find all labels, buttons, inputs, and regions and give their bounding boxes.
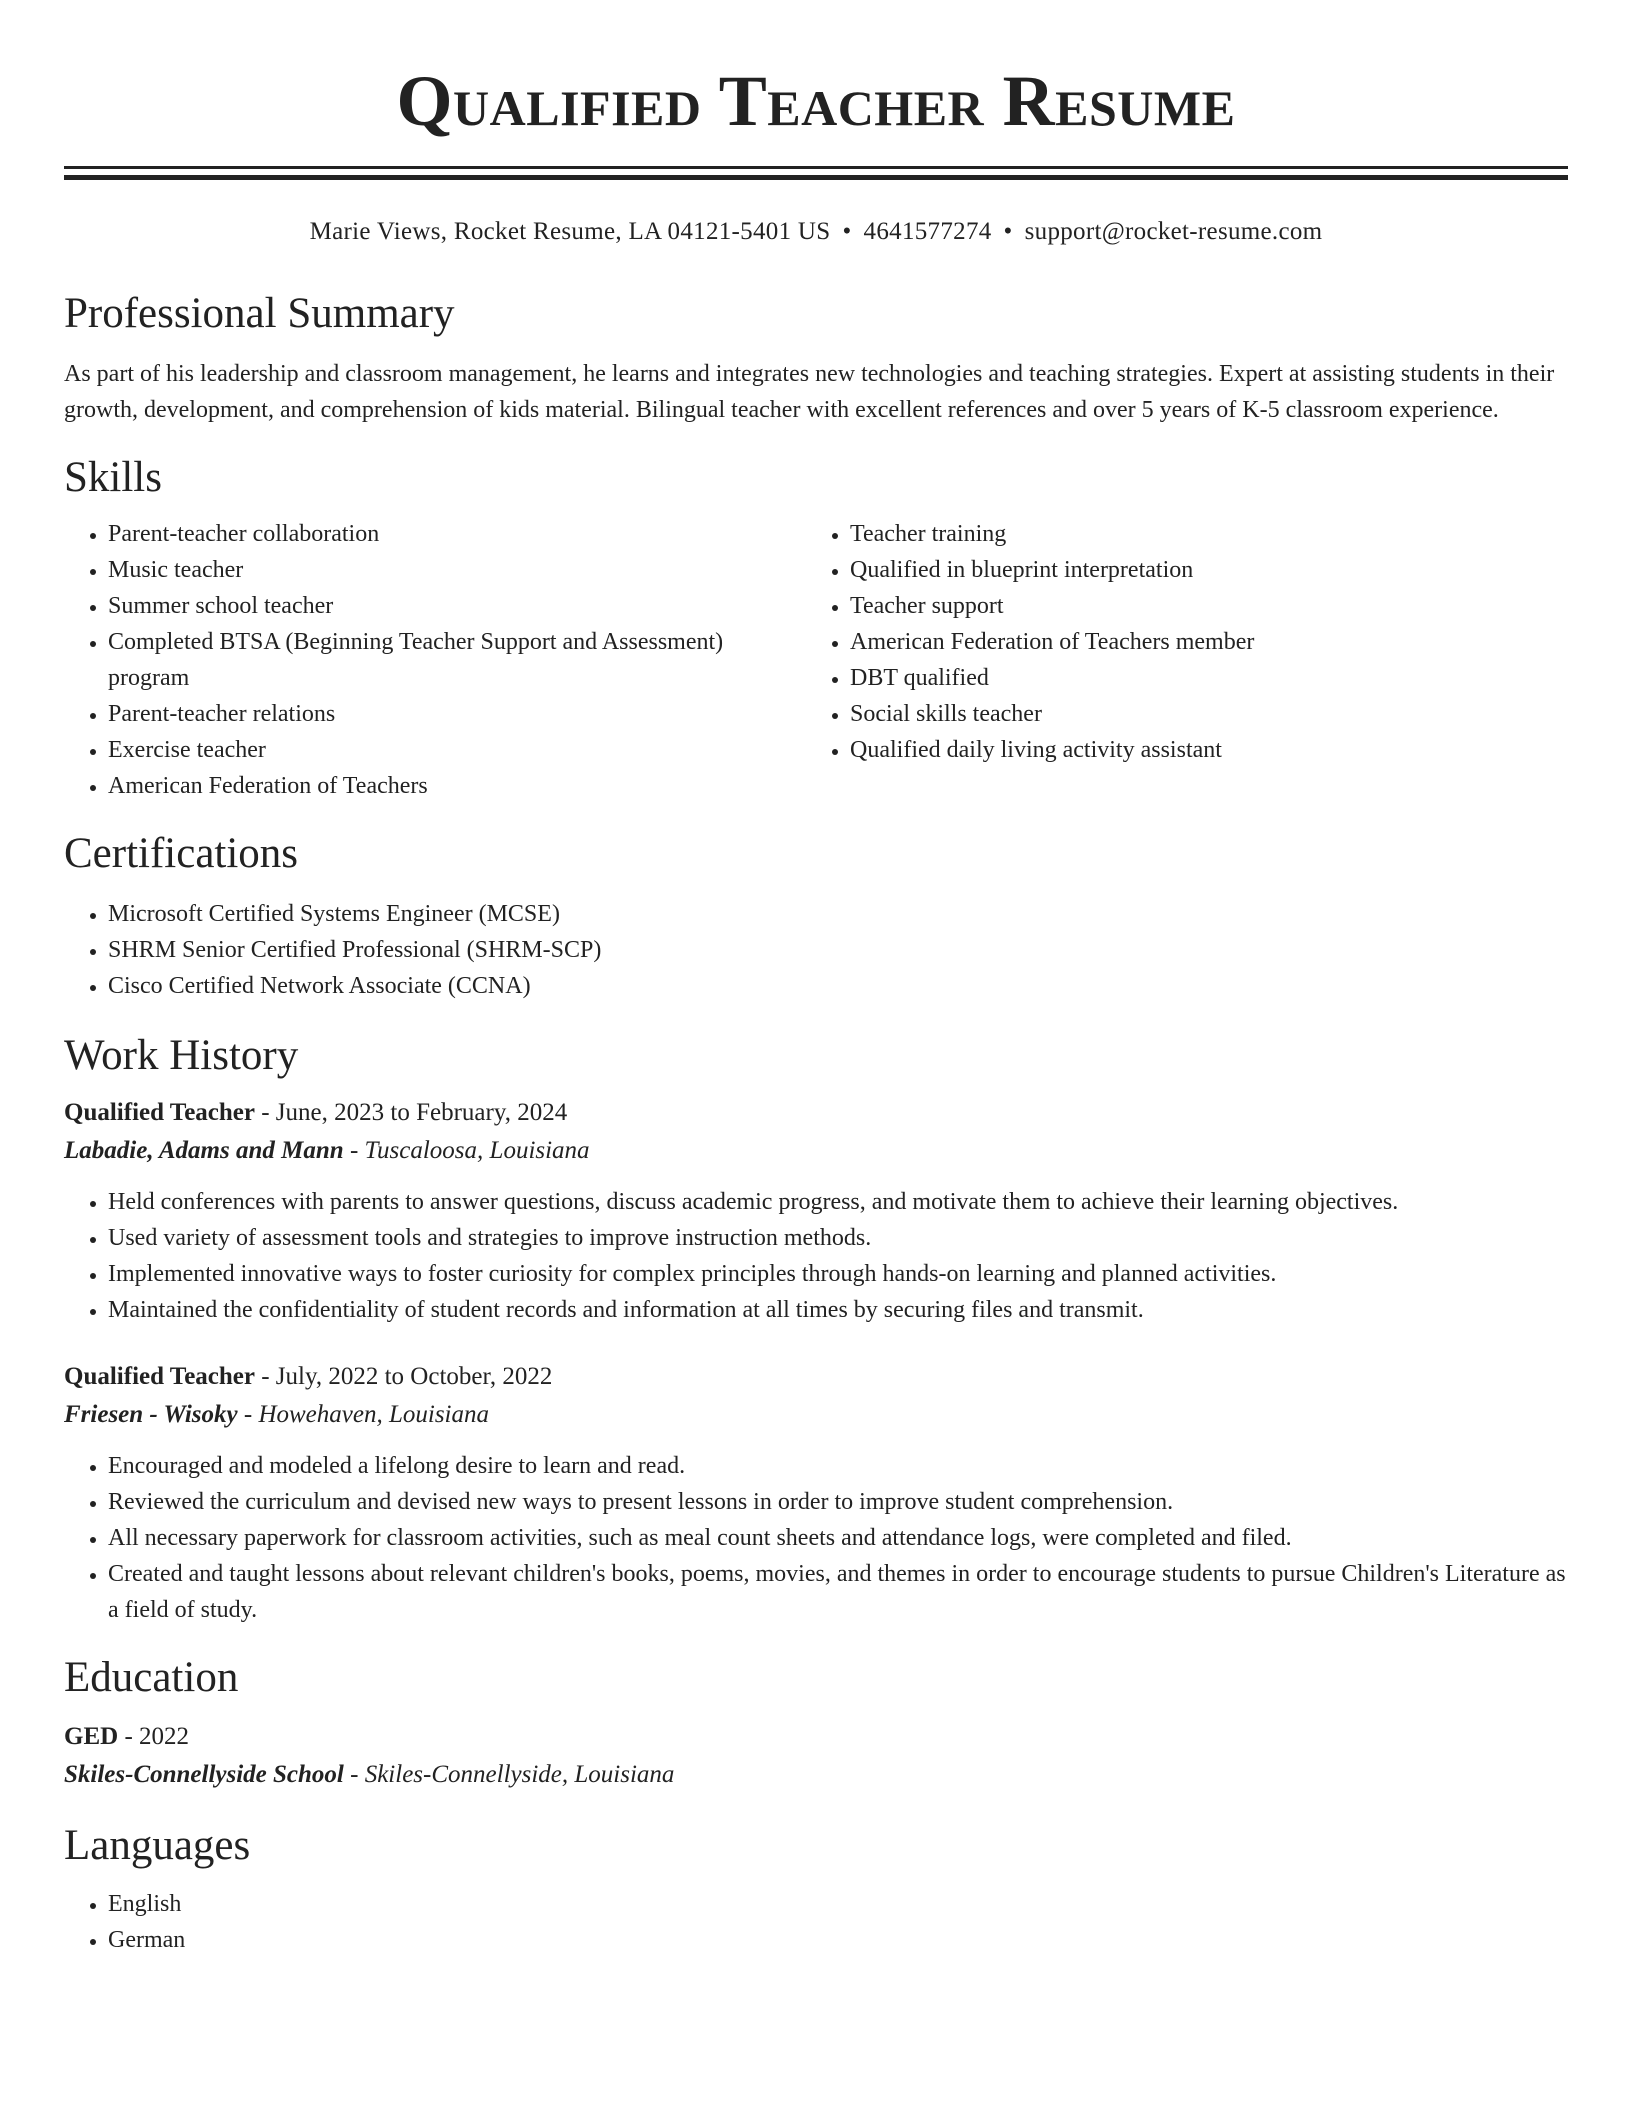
work-history-section (64, 1030, 1568, 1628)
education-school-line (64, 1756, 1568, 1794)
job-heading (64, 1094, 1568, 1132)
education-degree-line (64, 1718, 1568, 1756)
job-duty: • Encouraged and modeled a lifelong desire to learn and read. (108, 1448, 1568, 1484)
job-company-line (64, 1132, 1568, 1170)
certification-item: • Cisco Certified Network Associate (CCNA) (108, 968, 1568, 1004)
skill-item: • Exercise teacher (108, 732, 806, 768)
contact-address: Marie Views, Rocket Resume, LA 04121-5401 US (309, 218, 831, 245)
skill-item: • Qualified in blueprint interpretation (850, 552, 1548, 588)
summary-heading: Professional Summary (64, 290, 455, 337)
title-rule-thick (64, 175, 1568, 180)
languages-section (64, 1820, 1568, 1958)
job-company: Labadie, Adams and Mann (64, 1137, 344, 1164)
skill-item: • American Federation of Teachers member (850, 624, 1548, 660)
job-company-line (64, 1396, 1568, 1434)
job-entry (64, 1094, 1568, 1328)
languages-list (64, 1886, 1568, 1958)
work-history-heading: Work History (64, 1032, 299, 1079)
contact-separator: • (1003, 218, 1013, 245)
job-location: - Tuscaloosa, Louisiana (349, 1137, 590, 1164)
skill-item: • American Federation of Teachers (108, 768, 806, 804)
skill-item: • Parent-teacher relations (108, 696, 806, 732)
certifications-list (64, 896, 1568, 1004)
certification-item: • Microsoft Certified Systems Engineer (MCSE) (108, 896, 1568, 932)
skill-item: • Summer school teacher (108, 588, 806, 624)
summary-text: As part of his leadership and classroom management, he learns and integrates new technologies and teaching strategies. Expert at assisting students in their growth, development, and comprehension of kids material. Bilingual teacher with excellent references and over 5 years of K-5 classroom experience. (64, 361, 1555, 423)
job-title: Qualified Teacher (64, 1099, 255, 1126)
job-duty: • All necessary paperwork for classroom activities, such as meal count sheets and attendance logs, were completed and filed. (108, 1520, 1568, 1556)
contact-email: support@rocket-resume.com (1024, 218, 1323, 245)
job-duty: • Created and taught lessons about relevant children's books, poems, movies, and themes in order to encourage students to pursue Children's Literature as a field of study. (108, 1556, 1568, 1628)
education-heading: Education (64, 1654, 239, 1701)
job-duty: • Used variety of assessment tools and strategies to improve instruction methods. (108, 1220, 1568, 1256)
contact-phone: 4641577274 (863, 218, 992, 245)
job-duty: • Held conferences with parents to answer questions, discuss academic progress, and motivate them to achieve their learning objectives. (108, 1184, 1568, 1220)
skill-item: • Social skills teacher (850, 696, 1548, 732)
job-entry (64, 1358, 1568, 1628)
skills-columns (64, 516, 1568, 804)
job-dates: - June, 2023 to February, 2024 (261, 1099, 568, 1126)
languages-heading: Languages (64, 1822, 251, 1869)
skill-item: • Teacher training (850, 516, 1548, 552)
certifications-heading: Certifications (64, 830, 299, 877)
skills-right-column (806, 516, 1548, 804)
job-duties-list (64, 1184, 1568, 1328)
contact-separator: • (842, 218, 852, 245)
job-heading (64, 1358, 1568, 1396)
certifications-section (64, 828, 1568, 1004)
education-section (64, 1652, 1568, 1794)
language-item: • English (108, 1886, 1568, 1922)
skills-heading: Skills (64, 454, 162, 501)
skill-item: • Qualified daily living activity assistant (850, 732, 1548, 768)
title-rule-thin (64, 166, 1568, 169)
job-duties-list (64, 1448, 1568, 1628)
job-duty: • Implemented innovative ways to foster curiosity for complex principles through hands-on learning and planned activities. (108, 1256, 1568, 1292)
job-duty: • Reviewed the curriculum and devised new ways to present lessons in order to improve student comprehension. (108, 1484, 1568, 1520)
skills-section (64, 452, 1568, 804)
skill-item: • Teacher support (850, 588, 1548, 624)
skill-item: • DBT qualified (850, 660, 1548, 696)
resume-title: Qualified Teacher Resume (396, 61, 1236, 141)
job-dates: - July, 2022 to October, 2022 (261, 1363, 553, 1390)
certification-item: • SHRM Senior Certified Professional (SHRM-SCP) (108, 932, 1568, 968)
job-location: - Howehaven, Louisiana (243, 1401, 489, 1428)
job-duty: • Maintained the confidentiality of student records and information at all times by securing files and transmit. (108, 1292, 1568, 1328)
skills-right-list (806, 516, 1548, 768)
skill-item: • Music teacher (108, 552, 806, 588)
job-title: Qualified Teacher (64, 1363, 255, 1390)
summary-section (64, 288, 1568, 428)
education-year: - 2022 (124, 1723, 190, 1750)
education-degree: GED (64, 1723, 119, 1750)
job-company: Friesen - Wisoky (64, 1401, 238, 1428)
skill-item: • Completed BTSA (Beginning Teacher Support and Assessment) program (108, 624, 806, 696)
skills-left-list (64, 516, 806, 804)
skill-item: • Parent-teacher collaboration (108, 516, 806, 552)
education-location: - Skiles-Connellyside, Louisiana (350, 1761, 675, 1788)
contact-line (64, 216, 1568, 248)
skills-left-column (64, 516, 806, 804)
language-item: • German (108, 1922, 1568, 1958)
education-school: Skiles-Connellyside School (64, 1761, 344, 1788)
